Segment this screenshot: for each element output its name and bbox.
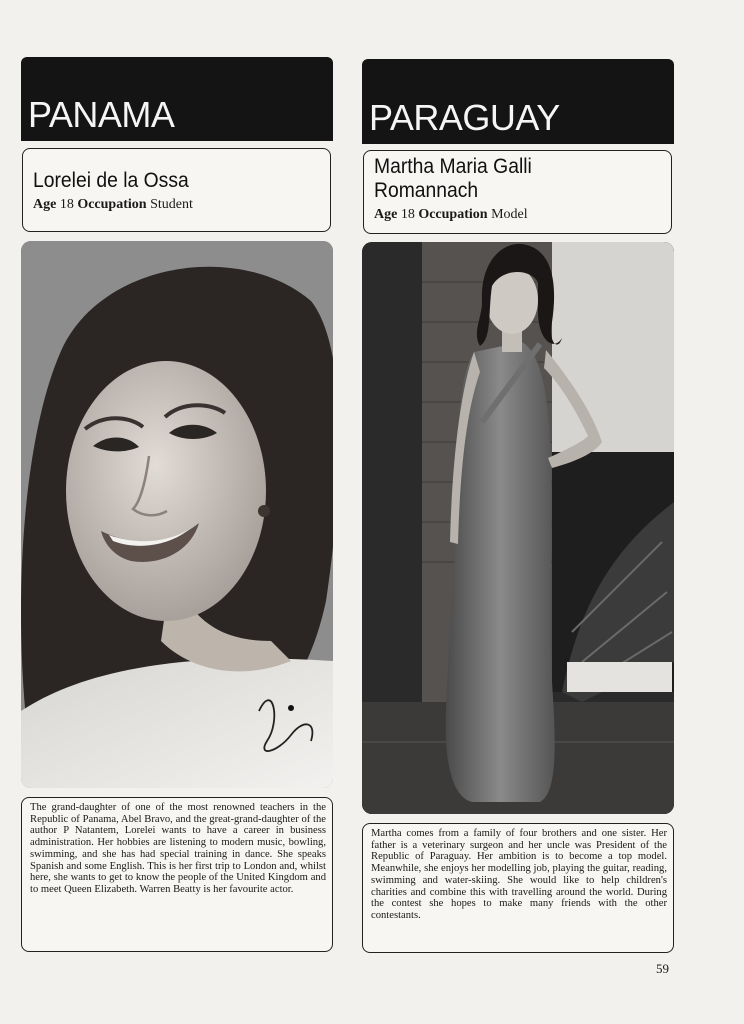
portrait-photo — [21, 241, 333, 788]
contestant-name-line-1: Martha Maria Galli — [374, 155, 532, 178]
contestant-meta — [374, 207, 661, 223]
occupation-value: Model — [491, 207, 528, 222]
age-label: Age — [33, 197, 57, 212]
full-length-photo — [362, 242, 674, 814]
age-value: 18 — [59, 197, 74, 212]
occupation-value: Student — [150, 197, 193, 212]
contestant-name: Lorelei de la Ossa — [33, 169, 189, 192]
contestant-name-line-2: Romannach — [374, 179, 479, 202]
occupation-label: Occupation — [418, 207, 488, 222]
age-value: 18 — [400, 207, 415, 222]
contestant-meta — [33, 197, 320, 213]
contestant-bio: The grand-daughter of one of the most renowned teachers in the Republic of Panama, Abel Bravo, and the great-grand-daughter of the author P Natantem, Lorelei wants to have a career in business administration. Her hobbies are listening to modern music, bowling, swimming, and she has had special training in dance. She speaks Spanish and some English. This is her first trip to London and, whilst here, she wants to get to know the people of the United Kingdom and to meet Queen Elizabeth. Warren Beatty is her favourite actor. — [21, 797, 333, 952]
occupation-label: Occupation — [77, 197, 147, 212]
country-heading: PARAGUAY — [362, 59, 674, 144]
age-label: Age — [374, 207, 398, 222]
page-number: 59 — [656, 961, 669, 976]
country-heading: PANAMA — [21, 57, 333, 141]
contestant-info-box — [22, 148, 331, 232]
contestant-info-box — [363, 150, 672, 234]
contestant-bio: Martha comes from a family of four brothers and one sister. Her father is a veterinary surgeon and her uncle was President of the Republic of Paraguay. Her ambition is to become a top model. Meanwhile, she enjoys her modelling job, playing the guitar, reading, swimming and water-skiing. She would like to help children's charities and combine this with travelling around the world. During the contest she hopes to make many friends with the other contestants. — [362, 823, 674, 953]
